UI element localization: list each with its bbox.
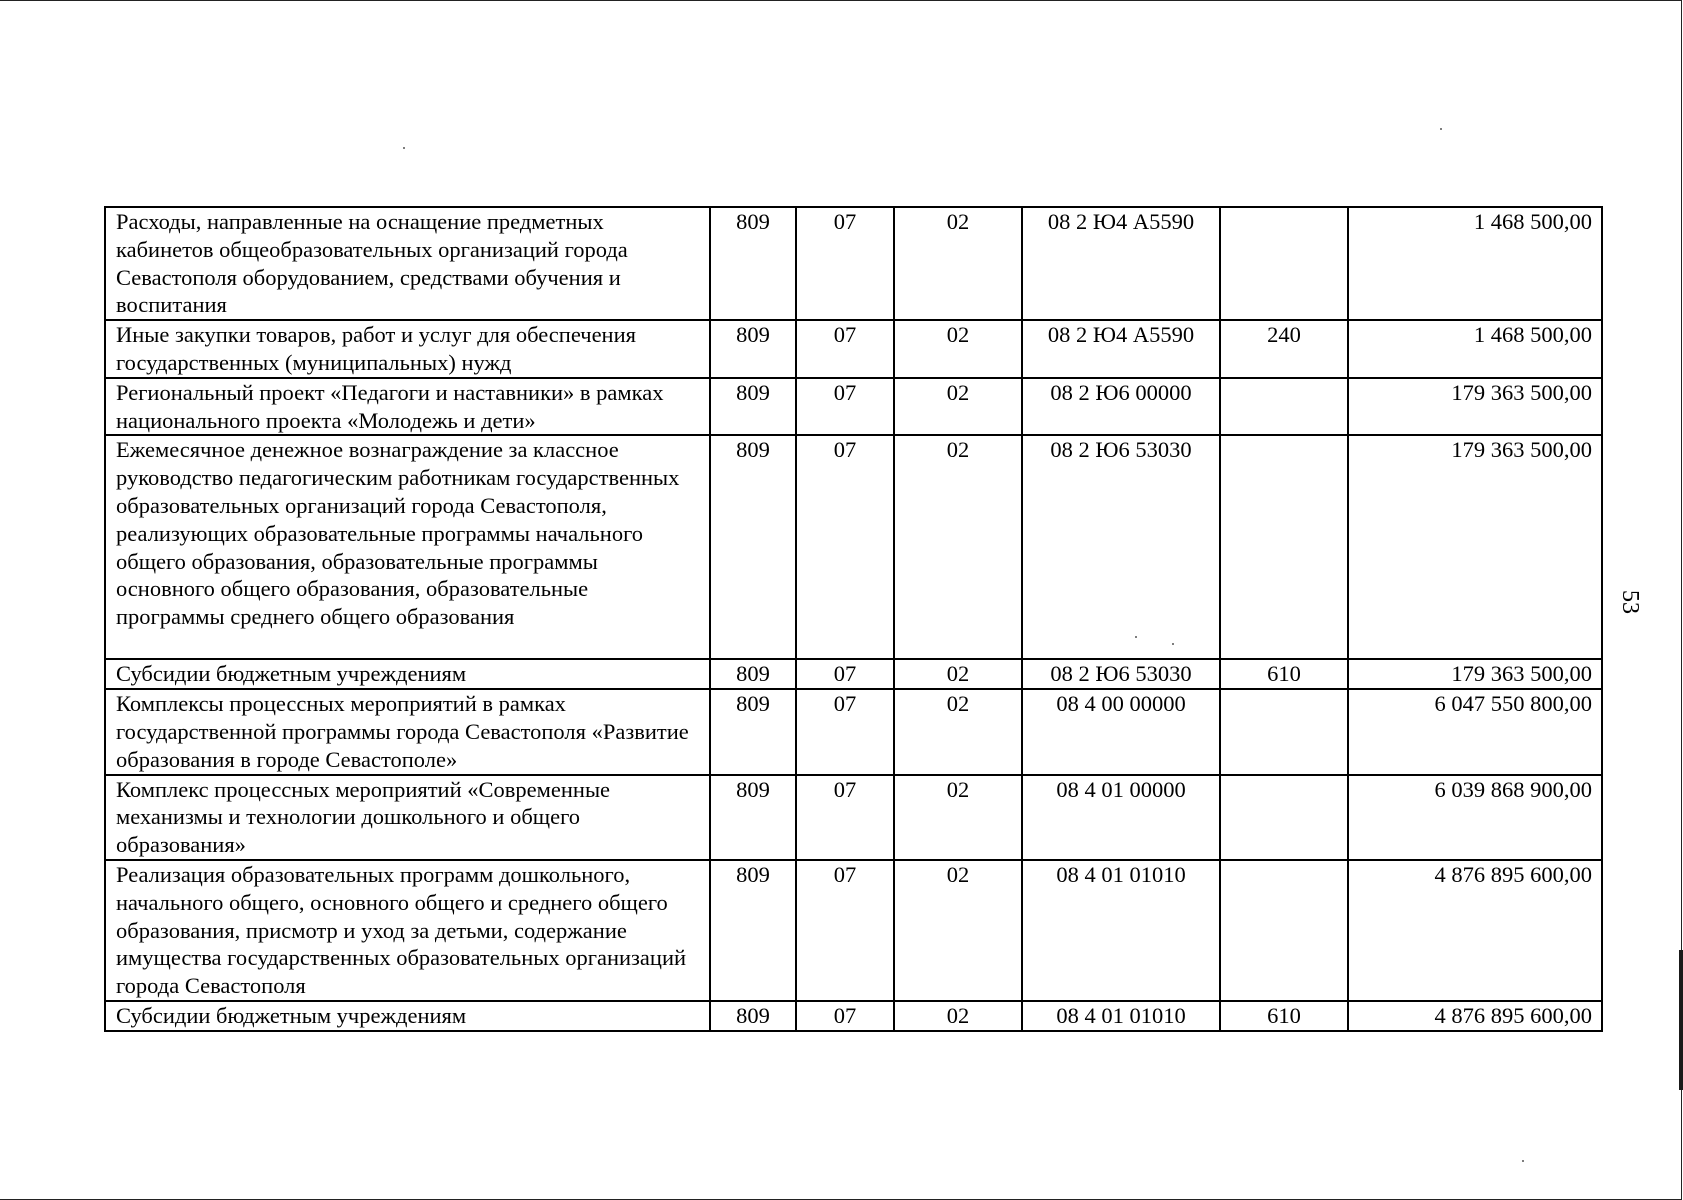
row-expense-type (1220, 378, 1348, 436)
row-name: Комплекс процессных мероприятий «Современные механизмы и технологии дошкольного и общего образования» (105, 775, 710, 860)
scan-speck (403, 147, 405, 149)
row-target-article: 08 4 00 00000 (1022, 689, 1220, 774)
row-expense-type (1220, 775, 1348, 860)
table-row (105, 207, 1602, 320)
row-ministry: 809 (710, 659, 796, 689)
row-subsection: 02 (894, 860, 1022, 1001)
row-subsection: 02 (894, 435, 1022, 659)
row-section: 07 (796, 860, 894, 1001)
row-ministry: 809 (710, 860, 796, 1001)
row-name: Субсидии бюджетным учреждениям (105, 1001, 710, 1031)
row-expense-type: 610 (1220, 1001, 1348, 1031)
row-target-article: 08 2 Ю4 А5590 (1022, 320, 1220, 378)
row-name: Реализация образовательных программ дошкольного, начального общего, основного общего и среднего общего образования, присмотр и уход за детьми, содержание имущества государственных образовательных организаций города Севастополя (105, 860, 710, 1001)
row-amount: 179 363 500,00 (1348, 659, 1602, 689)
row-amount: 179 363 500,00 (1348, 378, 1602, 436)
row-ministry: 809 (710, 207, 796, 320)
row-expense-type: 240 (1220, 320, 1348, 378)
row-section: 07 (796, 1001, 894, 1031)
scan-edge-mark (1679, 950, 1683, 1090)
table-body (105, 207, 1602, 1031)
row-name: Ежемесячное денежное вознаграждение за классное руководство педагогическим работникам государственных образовательных организаций города Севастополя, реализующих образовательные программы начального общего образования, образовательные программы основного общего образования, образовательные программы среднего общего образования (105, 435, 710, 659)
row-target-article: 08 4 01 01010 (1022, 860, 1220, 1001)
row-subsection: 02 (894, 689, 1022, 774)
table-row (105, 860, 1602, 1001)
row-amount: 1 468 500,00 (1348, 320, 1602, 378)
table-row (105, 659, 1602, 689)
row-subsection: 02 (894, 659, 1022, 689)
row-amount: 1 468 500,00 (1348, 207, 1602, 320)
row-section: 07 (796, 378, 894, 436)
row-amount: 6 039 868 900,00 (1348, 775, 1602, 860)
row-name: Иные закупки товаров, работ и услуг для обеспечения государственных (муниципальных) нужд (105, 320, 710, 378)
row-section: 07 (796, 435, 894, 659)
scan-speck (1522, 1160, 1524, 1162)
page-number: 53 (1617, 590, 1643, 614)
table-row (105, 378, 1602, 436)
row-ministry: 809 (710, 378, 796, 436)
row-ministry: 809 (710, 320, 796, 378)
table-row (105, 689, 1602, 774)
row-expense-type (1220, 435, 1348, 659)
scan-speck (1440, 128, 1442, 130)
row-subsection: 02 (894, 378, 1022, 436)
row-ministry: 809 (710, 775, 796, 860)
row-section: 07 (796, 207, 894, 320)
table-row (105, 320, 1602, 378)
row-ministry: 809 (710, 1001, 796, 1031)
row-section: 07 (796, 689, 894, 774)
row-name: Региональный проект «Педагоги и наставники» в рамках национального проекта «Молодежь и дети» (105, 378, 710, 436)
row-target-article: 08 2 Ю6 53030 (1022, 435, 1220, 659)
row-name: Расходы, направленные на оснащение предметных кабинетов общеобразовательных организаций города Севастополя оборудованием, средствами обучения и воспитания (105, 207, 710, 320)
row-amount: 4 876 895 600,00 (1348, 1001, 1602, 1031)
row-ministry: 809 (710, 689, 796, 774)
scan-speck (1135, 636, 1137, 638)
table-row (105, 775, 1602, 860)
row-name: Комплексы процессных мероприятий в рамках государственной программы города Севастополя «Развитие образования в городе Севастополе» (105, 689, 710, 774)
row-section: 07 (796, 320, 894, 378)
row-target-article: 08 4 01 00000 (1022, 775, 1220, 860)
row-subsection: 02 (894, 320, 1022, 378)
row-target-article: 08 2 Ю4 А5590 (1022, 207, 1220, 320)
row-ministry: 809 (710, 435, 796, 659)
row-subsection: 02 (894, 1001, 1022, 1031)
budget-table (104, 206, 1603, 1032)
table-row (105, 1001, 1602, 1031)
row-target-article: 08 2 Ю6 00000 (1022, 378, 1220, 436)
row-section: 07 (796, 775, 894, 860)
row-section: 07 (796, 659, 894, 689)
table-row (105, 435, 1602, 659)
row-subsection: 02 (894, 207, 1022, 320)
scan-speck (1172, 643, 1174, 645)
row-amount: 179 363 500,00 (1348, 435, 1602, 659)
row-expense-type (1220, 860, 1348, 1001)
row-amount: 4 876 895 600,00 (1348, 860, 1602, 1001)
row-amount: 6 047 550 800,00 (1348, 689, 1602, 774)
row-target-article: 08 4 01 01010 (1022, 1001, 1220, 1031)
row-target-article: 08 2 Ю6 53030 (1022, 659, 1220, 689)
row-expense-type (1220, 207, 1348, 320)
row-expense-type (1220, 689, 1348, 774)
row-expense-type: 610 (1220, 659, 1348, 689)
row-subsection: 02 (894, 775, 1022, 860)
row-name: Субсидии бюджетным учреждениям (105, 659, 710, 689)
